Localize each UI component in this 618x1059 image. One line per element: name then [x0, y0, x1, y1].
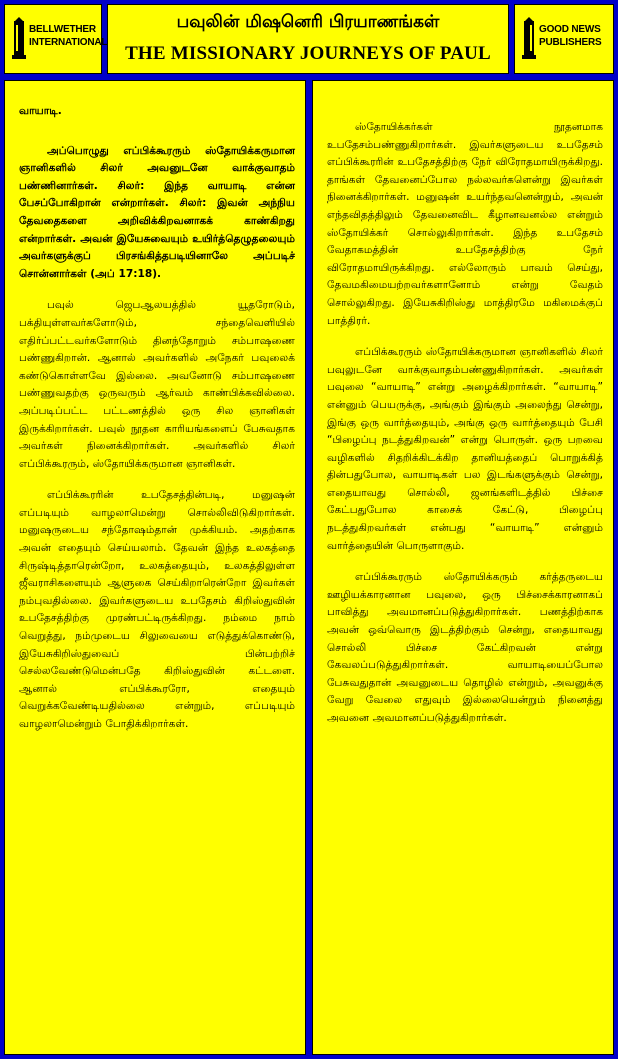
logo-line1: GOOD NEWS — [539, 24, 601, 35]
paragraph: எப்பிக்கூரரும் ஸ்தோயிக்கரும் கர்த்தருடைய ஊழியக்காரனான பவுலை, ஒரு பிச்சைக்காரனாகப் பாவித்து அவமானப்படுத்துகிறார்கள். பணத்திற்காக அவன் ஒவ்வொரு இடத்திற்கும் சென்று, எதையாவது சொல்லி பிச்சை கேட்கிறவன் என்று கேவலப்படுத்துகிறார்கள். வாயாடியைப்போல பேசுவதுதான் அவனுடைய தொழில் என்றும், அவனுக்கு வேறு வேலை எதுவும் இல்லையென்றும் நினைத்து அவனை அவமானப்படுத்துகிறார்கள். — [327, 571, 603, 724]
book-icon — [521, 17, 537, 61]
title-banner — [107, 4, 509, 74]
paragraph: எப்பிக்கூரரும் ஸ்தோயிக்கருமான ஞானிகளில் சிலர் பவுலுடனே வாக்குவாதம்பண்ணுகிறார்கள். அவர்கள் பவுலை “வாயாடி” என்று அழைக்கிறார்கள். “வாயாடி” என்னும் பெயருக்கு, அங்கும் இங்கும் அலைந்து சென்று, இங்கு ஒரு வார்த்தையும், அங்கு ஒரு வார்த்தையும் பேசி “பிழைப்பு நடத்துகிறவன்” என்று பொருள். ஒரு பறவை வழிகளில் சிதறிக்கிடக்கிற தானியத்தைப் பொறுக்கித் தின்பதுபோல, வாயாடிகள் பல இடங்களுக்கும் சென்று, எதையாவது சொல்லி, ஜனங்களிடத்தில் பிச்சை கேட்பதுபோல காசைக் கேட்டு, பிழைப்பு நடத்துகிறவர்கள் என்பது “வாயாடி” என்னும் வார்த்தையின் பொருளாகும். — [327, 346, 603, 552]
right-column-text — [327, 119, 603, 742]
english-title: THE MISSIONARY JOURNEYS OF PAUL — [125, 43, 491, 64]
paragraph: பவுல் ஜெபஆலயத்தில் யூதரோடும், பக்தியுள்ளவர்களோடும், சந்தைவெளியில் எதிர்ப்பட்டவர்களோடும் தினந்தோறும் சம்பாஷணை பண்ணுகிறான். ஆனால் அவர்களில் அநேகர் பவுலைக் கண்டுகொள்ளவே இல்லை. அவனோடு சம்பாஷணை பண்ணுவதற்கு ஒருவரும் ஆர்வம் காண்பிக்கவில்லை. அப்படிப்பட்ட பட்டணத்தில் ஒரு சில ஞானிகள் இருக்கிறார்கள். பவுல் நூதன காரியங்களைப் பேசுவதாக அவர்கள் நினைக்கிறார்கள். அவர்களில் சிலர் எப்பிக்கூரரும், ஸ்தோயிக்கருமான ஞானிகள். — [19, 299, 295, 470]
section-heading: வாயாடி. — [19, 105, 62, 117]
book-icon — [11, 17, 27, 61]
paragraph: எப்பிக்கூரரின் உபதேசத்தின்படி, மனுஷன் எப்படியும் வாழலாமென்று சொல்லிவிடுகிறார்கள். மனுஷருடைய சந்தோஷம்தான் முக்கியம். அதற்காக அவன் எதையும் செய்யலாம். தேவன் இந்த உலகத்தை சிருஷ்டித்தாரென்றோ, உலகத்தையும், உலகத்திலுள்ள ஜீவராசிகளையும் ஆளுகை செய்கிறாரென்றோ இவர்கள் நம்புவதில்லை. இவர்களுடைய உபதேசம் கிறிஸ்துவின் உபதேசத்திற்கு முரண்பட்டிருக்கிறது. நம்மை நாம் வெறுத்து, நம்முடைய சிலுவையை எடுத்துக்கொண்டு, இயேசுகிறிஸ்துவைப் பின்பற்றிச் செல்லவேண்டுமென்பதே கிறிஸ்துவின் கட்டளை. ஆனால் எப்பிக்கூரரோ, எதையும் வெறுக்கவேண்டியதில்லை என்றும், எப்படியும் வாழலாமென்றும் போதிக்கிறார்கள். — [19, 489, 295, 730]
logo-line2: PUBLISHERS — [539, 37, 602, 48]
left-column-text — [19, 103, 295, 748]
paragraph: ஸ்தோயிக்கர்கள் நூதனமாக உபதேசம்பண்ணுகிறார்கள். இவர்களுடைய உபதேசம் எப்பிக்கூரரின் உபதேசத்திற்கு நேர் விரோதமாயிருக்கிறது. தாங்கள் தேவனைப்போல நல்லவர்களென்று இவர்கள் நினைக்கிறார்கள். மனுஷன் உயர்ந்தவனென்றும், அவன் எந்தவிதத்திலும் தேவனைவிட கீழானவனல்ல என்றும் ஸ்தோயிக்கர் சொல்லுகிறார்கள். இந்த உபதேசம் வேதாகமத்தின் உபதேசத்திற்கு நேர் விரோதமாயிருக்கிறது. எல்லோரும் பாவம் செய்து, தேவமகிமையற்றவர்களானோம் என்று வேதம் சொல்லுகிறது. இயேசுகிறிஸ்து மாத்திரமே மகிமைக்குப் பாத்திரர். — [327, 121, 603, 327]
right-column — [312, 80, 614, 1055]
tamil-title: பவுலின் மிஷனெரி பிரயாணங்கள் — [176, 12, 440, 32]
logo-line2: INTERNATIONAL — [29, 37, 108, 48]
good-news-logo — [514, 4, 614, 74]
left-column — [4, 80, 306, 1055]
bellwether-logo — [4, 4, 108, 74]
logo-line1: BELLWETHER — [29, 24, 96, 35]
scripture-quote: அப்பொழுது எப்பிக்கூரரும் ஸ்தோயிக்கருமான ஞானிகளில் சிலர் அவனுடனே வாக்குவாதம் பண்ணினார்கள். சிலர்: இந்த வாயாடி என்ன பேசப்போகிறான் என்றார்கள். சிலர்: இவன் அந்நிய தேவதைகளை அறிவிக்கிறவனாகக் காண்கிறது என்றார்கள். அவன் இயேசுவையும் உயிர்த்தெழுதலையும் அவர்களுக்குப் பிரசங்கித்தபடியினாலே அப்படிச் சொன்னார்கள் (அப் 17:18). — [19, 144, 295, 280]
